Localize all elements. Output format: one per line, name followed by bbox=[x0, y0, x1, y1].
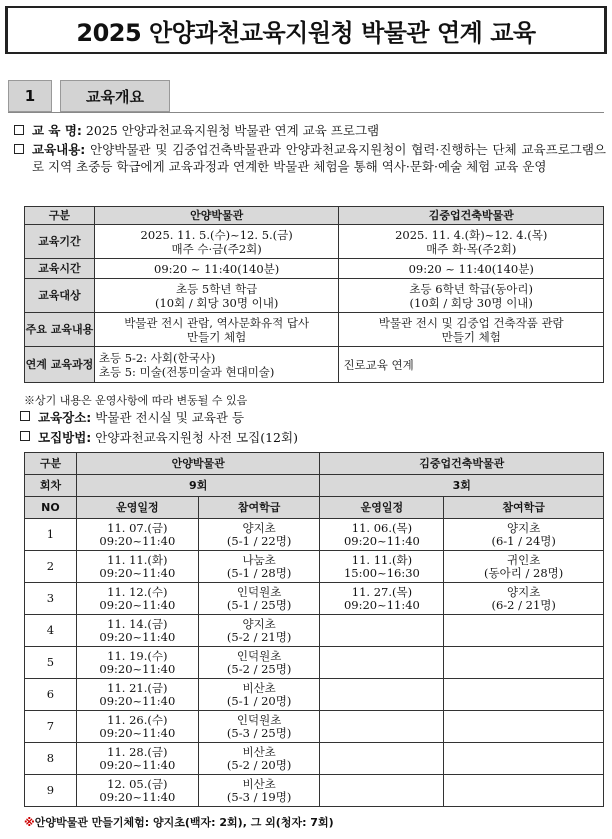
cell-line: 5 bbox=[46, 655, 55, 669]
count-kimjungup: 3회 bbox=[320, 475, 604, 497]
overview-label: 교육내용: bbox=[32, 142, 86, 157]
row-number bbox=[25, 647, 77, 679]
anyang-date bbox=[76, 679, 198, 711]
row-label: 교육대상 bbox=[25, 279, 95, 313]
col-header: 참여학급 bbox=[198, 497, 320, 519]
cell-line: (동아리 / 28명) bbox=[484, 565, 564, 580]
kimjungup-school bbox=[444, 711, 604, 743]
cell-line: 초등 5: 미술(전통미술과 현대미술) bbox=[98, 364, 275, 379]
cell-line: (5-1 / 28명) bbox=[226, 565, 292, 580]
overview-table bbox=[24, 206, 604, 383]
kimjungup-date bbox=[320, 679, 444, 711]
cell-line: 2025. 11. 5.(수)~12. 5.(금) bbox=[140, 227, 293, 242]
kimjungup-date bbox=[320, 775, 444, 807]
row-number bbox=[25, 743, 77, 775]
cell-line: 양지초 bbox=[242, 616, 276, 631]
anyang-date bbox=[76, 519, 198, 551]
table-row bbox=[25, 519, 604, 551]
overview-list bbox=[14, 122, 606, 177]
kimjungup-school bbox=[444, 551, 604, 583]
cell-line: 초등 6학년 학급(동아리) bbox=[409, 281, 534, 296]
cell-line: 09:20~11:40 bbox=[99, 565, 176, 580]
anyang-school bbox=[198, 583, 320, 615]
cell-line: (5-2 / 21명) bbox=[226, 629, 292, 644]
cell-line: 11. 21.(금) bbox=[107, 680, 168, 695]
table-row bbox=[25, 615, 604, 647]
cell-line: (5-1 / 25명) bbox=[226, 597, 292, 612]
anyang-school bbox=[198, 679, 320, 711]
kimjungup-date bbox=[320, 647, 444, 679]
kimjungup-date bbox=[320, 583, 444, 615]
section-header bbox=[8, 80, 170, 112]
overview-item bbox=[14, 122, 606, 139]
cell-line: (5-1 / 22명) bbox=[226, 533, 292, 548]
cell-line: 11. 19.(수) bbox=[107, 648, 168, 663]
cell-line: 2 bbox=[46, 559, 55, 573]
row-number bbox=[25, 711, 77, 743]
cell-line: 인덕원초 bbox=[236, 712, 282, 727]
cell-line: 인덕원초 bbox=[236, 584, 282, 599]
row-label: 교육기간 bbox=[25, 225, 95, 259]
kimjungup-date bbox=[320, 711, 444, 743]
col-header: 김중업건축박물관 bbox=[339, 207, 604, 225]
row-number bbox=[25, 615, 77, 647]
cell-line: (5-2 / 20명) bbox=[226, 757, 292, 772]
col-header: 운영일정 bbox=[320, 497, 444, 519]
cell-anyang bbox=[94, 225, 339, 259]
cell-line: 귀인초 bbox=[507, 552, 541, 567]
cell-line: (5-3 / 25명) bbox=[226, 725, 292, 740]
cell-kimjungup bbox=[339, 225, 604, 259]
cell-line: 09:20~11:40 bbox=[99, 725, 176, 740]
col-header: 운영일정 bbox=[76, 497, 198, 519]
anyang-school bbox=[198, 551, 320, 583]
cell-anyang bbox=[94, 347, 339, 383]
cell-kimjungup: 09:20 ~ 11:40(140분) bbox=[339, 259, 604, 279]
cell-anyang bbox=[94, 313, 339, 347]
table-header-row bbox=[25, 453, 604, 475]
anyang-date bbox=[76, 615, 198, 647]
anyang-date bbox=[76, 551, 198, 583]
cell-line: 09:20~11:40 bbox=[343, 597, 420, 612]
place-text: 박물관 전시실 및 교육관 등 bbox=[95, 410, 245, 425]
cell-line: 09:20~11:40 bbox=[99, 757, 176, 772]
overview-label: 교 육 명: bbox=[32, 123, 82, 138]
section-divider bbox=[8, 112, 604, 113]
anyang-date bbox=[76, 583, 198, 615]
table-note: ※상기 내용은 운영사항에 따라 변동될 수 있음 bbox=[24, 394, 248, 407]
row-label: 연계 교육과정 bbox=[25, 347, 95, 383]
table-row bbox=[25, 647, 604, 679]
cell-line: 11. 12.(수) bbox=[107, 584, 168, 599]
cell-line: (5-3 / 19명) bbox=[226, 789, 292, 804]
cell-line: (6-2 / 21명) bbox=[491, 597, 556, 612]
cell-kimjungup: 진로교육 연계 bbox=[339, 347, 604, 383]
col-header: 구분 bbox=[25, 453, 77, 475]
footnote-mark: ※ bbox=[24, 816, 35, 829]
anyang-school bbox=[198, 775, 320, 807]
cell-line: 양지초 bbox=[242, 520, 276, 535]
cell-line: 09:20~11:40 bbox=[99, 629, 176, 644]
table-row bbox=[25, 347, 604, 383]
cell-line: 09:20~11:40 bbox=[99, 693, 176, 708]
row-label: 주요 교육내용 bbox=[25, 313, 95, 347]
kimjungup-school bbox=[444, 743, 604, 775]
cell-line: 11. 28.(금) bbox=[107, 744, 168, 759]
recruit-label: 모집방법: bbox=[38, 430, 92, 445]
cell-line: (10회 / 회당 30명 이내) bbox=[409, 295, 533, 310]
anyang-date bbox=[76, 743, 198, 775]
cell-line: 박물관 전시 및 김중업 건축작품 관람 bbox=[378, 315, 564, 330]
recruit-text: 안양과천교육지원청 사전 모집(12회) bbox=[95, 430, 298, 445]
section-title: 교육개요 bbox=[60, 80, 170, 112]
cell-line: 비산초 bbox=[242, 680, 276, 695]
anyang-school bbox=[198, 743, 320, 775]
cell-line: 4 bbox=[46, 623, 55, 637]
section-number: 1 bbox=[8, 80, 52, 112]
col-header: 회차 bbox=[25, 475, 77, 497]
checkbox-square-icon bbox=[20, 411, 30, 421]
kimjungup-date bbox=[320, 551, 444, 583]
cell-line: 9 bbox=[46, 783, 55, 797]
table-row bbox=[25, 775, 604, 807]
count-anyang: 9회 bbox=[76, 475, 320, 497]
cell-line: 매주 화·목(주2회) bbox=[426, 241, 517, 256]
cell-line: 11. 07.(금) bbox=[107, 520, 168, 535]
row-number bbox=[25, 519, 77, 551]
footnote bbox=[24, 814, 334, 830]
cell-kimjungup bbox=[339, 313, 604, 347]
cell-line: 1 bbox=[46, 527, 55, 541]
col-header: NO bbox=[25, 497, 77, 519]
anyang-date bbox=[76, 775, 198, 807]
place-item bbox=[20, 408, 244, 426]
cell-line: 11. 27.(목) bbox=[351, 584, 413, 599]
cell-anyang: 09:20 ~ 11:40(140분) bbox=[94, 259, 339, 279]
row-number bbox=[25, 583, 77, 615]
col-header: 김중업건축박물관 bbox=[320, 453, 604, 475]
cell-line: 인덕원초 bbox=[236, 648, 282, 663]
table-header-row bbox=[25, 207, 604, 225]
cell-line: 11. 11.(화) bbox=[351, 552, 413, 567]
cell-line: (10회 / 회당 30명 이내) bbox=[154, 295, 279, 310]
cell-anyang bbox=[94, 279, 339, 313]
cell-line: 7 bbox=[46, 719, 55, 733]
row-label: 교육시간 bbox=[25, 259, 95, 279]
cell-line: 양지초 bbox=[507, 584, 541, 599]
kimjungup-date bbox=[320, 519, 444, 551]
anyang-school bbox=[198, 647, 320, 679]
anyang-school bbox=[198, 519, 320, 551]
cell-line: 11. 14.(금) bbox=[107, 616, 168, 631]
kimjungup-date bbox=[320, 743, 444, 775]
cell-line: 09:20~11:40 bbox=[99, 661, 176, 676]
cell-line: 양지초 bbox=[507, 520, 541, 535]
cell-line: 2025. 11. 4.(화)~12. 4.(목) bbox=[395, 227, 548, 242]
table-header-row bbox=[25, 475, 604, 497]
col-header: 안양박물관 bbox=[94, 207, 339, 225]
recruit-item bbox=[20, 428, 298, 446]
kimjungup-school bbox=[444, 583, 604, 615]
row-number bbox=[25, 679, 77, 711]
cell-line: 11. 06.(목) bbox=[351, 520, 413, 535]
anyang-date bbox=[76, 647, 198, 679]
cell-kimjungup bbox=[339, 279, 604, 313]
cell-line: (5-2 / 25명) bbox=[226, 661, 292, 676]
table-row bbox=[25, 711, 604, 743]
cell-line: 만들기 체험 bbox=[441, 329, 501, 344]
cell-line: 초등 5학년 학급 bbox=[176, 281, 258, 296]
row-number bbox=[25, 551, 77, 583]
kimjungup-date bbox=[320, 615, 444, 647]
kimjungup-school bbox=[444, 519, 604, 551]
cell-line: 11. 26.(수) bbox=[107, 712, 168, 727]
title-box bbox=[5, 6, 607, 54]
page-title: 2025 안양과천교육지원청 박물관 연계 교육 bbox=[76, 18, 536, 47]
cell-line: (6-1 / 24명) bbox=[491, 533, 556, 548]
anyang-school bbox=[198, 615, 320, 647]
cell-line: 매주 수·금(주2회) bbox=[171, 241, 262, 256]
cell-line: 11. 11.(화) bbox=[107, 552, 168, 567]
cell-line: (5-1 / 20명) bbox=[226, 693, 292, 708]
schedule-table bbox=[24, 452, 604, 807]
footnote-text: 안양박물관 만들기체험: 양지초(백자: 2회), 그 외(청자: 7회) bbox=[34, 816, 334, 829]
cell-line: 12. 05.(금) bbox=[107, 776, 168, 791]
cell-line: 비산초 bbox=[242, 776, 276, 791]
cell-line: 8 bbox=[46, 751, 55, 765]
cell-line: 나눔초 bbox=[242, 552, 276, 567]
col-header: 참여학급 bbox=[444, 497, 604, 519]
table-row bbox=[25, 259, 604, 279]
table-row bbox=[25, 743, 604, 775]
cell-line: 6 bbox=[46, 687, 55, 701]
overview-text: 2025 안양과천교육지원청 박물관 연계 교육 프로그램 bbox=[85, 123, 380, 138]
checkbox-square-icon bbox=[20, 431, 30, 441]
table-row bbox=[25, 551, 604, 583]
table-row bbox=[25, 225, 604, 259]
kimjungup-school bbox=[444, 615, 604, 647]
cell-line: 09:20~11:40 bbox=[99, 597, 176, 612]
overview-text: 안양박물관 및 김중업건축박물관과 안양과천교육지원청이 협력·진행하는 단체 교육프로그램으로 지역 초중등 학급에게 교육과정과 연계한 박물관 체험을 통해 역사·문화·예술 체험 교육 운영 bbox=[32, 142, 606, 174]
table-row bbox=[25, 279, 604, 313]
anyang-date bbox=[76, 711, 198, 743]
col-header: 안양박물관 bbox=[76, 453, 320, 475]
cell-line: 09:20~11:40 bbox=[99, 789, 176, 804]
cell-line: 09:20~11:40 bbox=[343, 533, 420, 548]
cell-line: 초등 5-2: 사회(한국사) bbox=[98, 350, 216, 365]
table-header-row bbox=[25, 497, 604, 519]
checkbox-square-icon bbox=[14, 144, 24, 154]
cell-line: 비산초 bbox=[242, 744, 276, 759]
table-row bbox=[25, 679, 604, 711]
cell-line: 만들기 체험 bbox=[187, 329, 247, 344]
checkbox-square-icon bbox=[14, 125, 24, 135]
cell-line: 15:00~16:30 bbox=[343, 565, 420, 580]
overview-item bbox=[14, 141, 606, 175]
anyang-school bbox=[198, 711, 320, 743]
kimjungup-school bbox=[444, 679, 604, 711]
table-row bbox=[25, 313, 604, 347]
kimjungup-school bbox=[444, 647, 604, 679]
table-row bbox=[25, 583, 604, 615]
schedule-body bbox=[25, 519, 604, 807]
cell-line: 박물관 전시 관람, 역사문화유적 답사 bbox=[124, 315, 310, 330]
place-label: 교육장소: bbox=[38, 410, 92, 425]
row-number bbox=[25, 775, 77, 807]
kimjungup-school bbox=[444, 775, 604, 807]
col-header: 구분 bbox=[25, 207, 95, 225]
cell-line: 09:20~11:40 bbox=[99, 533, 176, 548]
cell-line: 3 bbox=[46, 591, 55, 605]
